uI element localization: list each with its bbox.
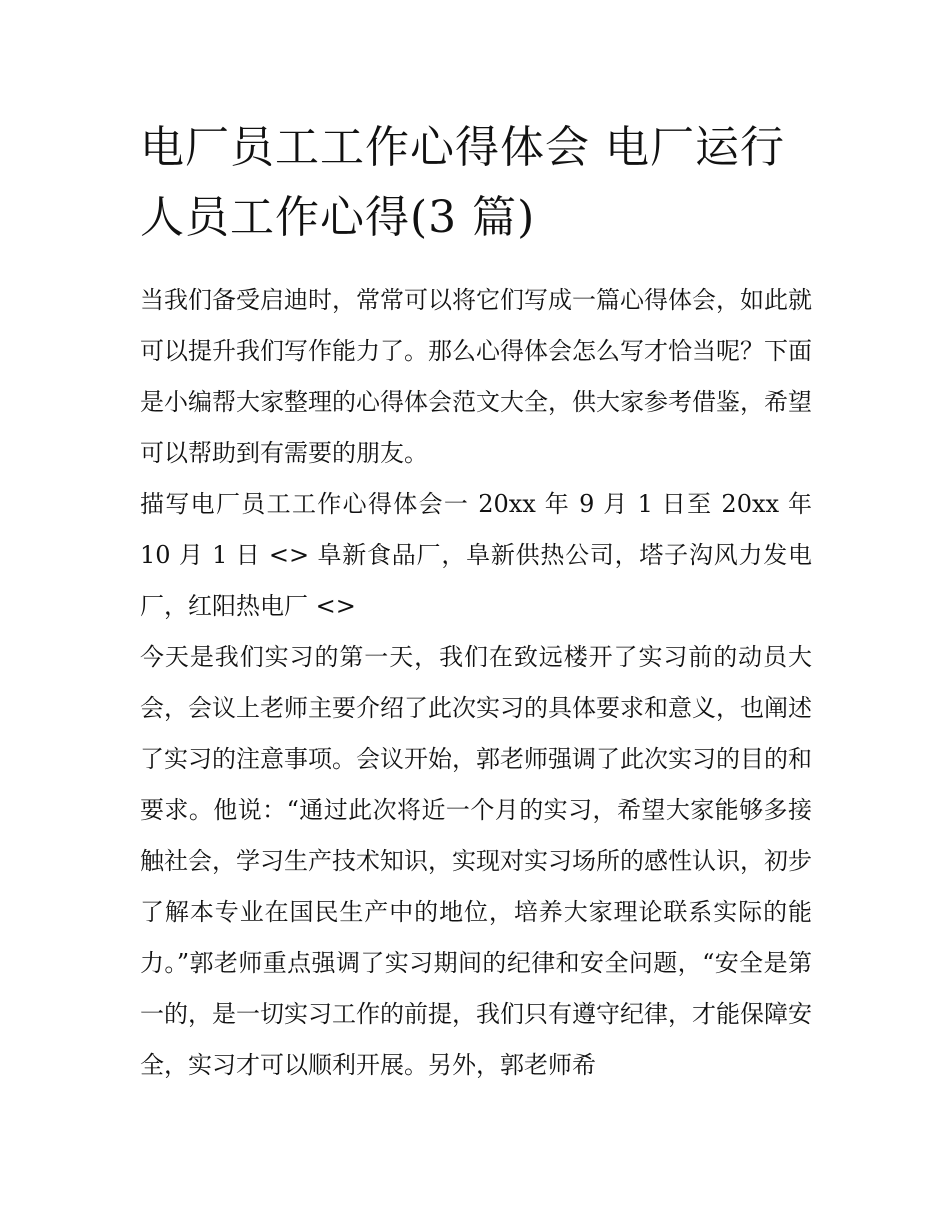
intro-paragraph: 当我们备受启迪时，常常可以将它们写成一篇心得体会，如此就可以提升我们写作能力了。那么心得体会怎么写才恰当呢？下面是小编帮大家整理的心得体会范文大全，供大家参考借鉴，希望可以帮助到有需要的朋友。 bbox=[140, 286, 812, 467]
document-title: 电厂员工工作心得体会 电厂运行人员工作心得(3 篇) bbox=[140, 122, 785, 243]
document-body bbox=[140, 113, 812, 1091]
body-paragraph: 今天是我们实习的第一天，我们在致远楼开了实习前的动员大会，会议上老师主要介绍了此次实习的具体要求和意义，也阐述了实习的注意事项。会议开始，郭老师强调了此次实习的目的和要求。他说：“通过此次将近一个月的实习，希望大家能够多接触社会，学习生产技术知识，实现对实习场所的感性认识，初步了解本专业在国民生产中的地位，培养大家理论联系实际的能力。”郭老师重点强调了实习期间的纪律和安全问题，“安全是第一的，是一切实习工作的前提，我们只有遵守纪律，才能保障安全，实习才可以顺利开展。另外，郭老师希 bbox=[140, 643, 812, 1079]
info-paragraph: 描写电厂员工工作心得体会一 20xx 年 9 月 1 日至 20xx 年 10 月 1 日 <> 阜新食品厂，阜新供热公司，塔子沟风力发电厂，红阳热电厂 <> bbox=[140, 490, 812, 620]
